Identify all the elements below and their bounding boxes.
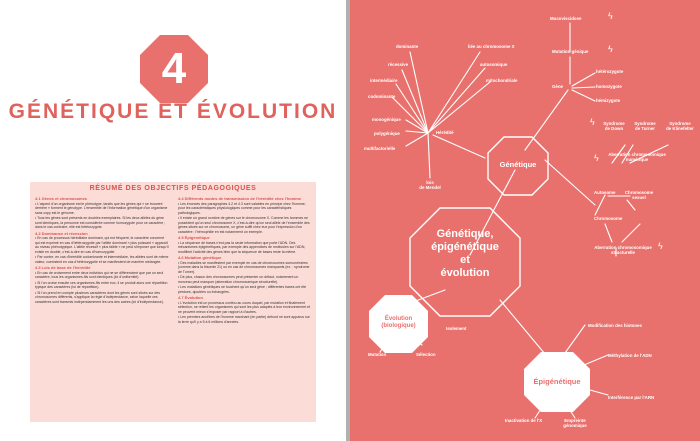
heterozygote: hétérozygote (596, 69, 624, 74)
empreinte-line: Empreinte (564, 418, 586, 423)
turner-line: Syndrome (634, 121, 656, 126)
section-heading: 4.6 Mutation génétique (178, 255, 222, 260)
evolution-line: (biologique) (381, 323, 416, 329)
summary-title: RÉSUMÉ DES OBJECTIFS PÉDAGOGIQUES (89, 185, 257, 192)
genetique-topic: Génétique (499, 160, 537, 169)
summary-paragraph: • En cas de processus héréditaire dominant, qui est fréquent, le caractère concerné qui est exprimé en cas d'hétérozygotie par l'allèle dominant « plus puissant » apparaît au niveau phénotypique. L'allèle récessif « plus faible » ne peut s'imposer que lorsqu'il existe en double, c'est-à-dire en cas d'homozygotie. (35, 236, 169, 254)
summary-paragraph: • Par contre, en cas d'hérédité codominante et intermédiaire, les allèles sont de même valeur, coexistent en cas d'hétérozygotie et se manifestent de manière mélangée. (35, 255, 169, 264)
summary-paragraph: • L'aspect d'un organisme est le phénotype, tandis que les gènes qui « se trouvent derrière » forment le génotype. L'ensemble de l'information génétique d'un organisme sans copy est le génome. (35, 201, 168, 215)
evolution-line: Évolution (384, 316, 413, 322)
autosome: Autosome (594, 190, 616, 195)
center-line: évolution (440, 267, 490, 279)
mucoviscidose: Mucoviscidose (550, 16, 582, 21)
left-page (0, 0, 346, 441)
heredite-intermediaire: intermédiaire (370, 78, 398, 83)
down-line: Syndrome (603, 121, 625, 126)
epigenetique-topic: Épigénétique (533, 377, 581, 386)
evolution-topic (369, 316, 428, 330)
summary-paragraph: • En cas de croisement entre deux individus qui ne se différencient que par un seul caractère, tous les organismes-fils sont identiques (loi d'uniformité). (35, 270, 164, 279)
summary-paragraph: • Les énoncés des paragraphes 4.2 et 4.3 sont valables en principe chez l'homme, pour les caractéristiques physiologiques comme pour les caractéristiques pathologiques. (178, 201, 306, 215)
summary-box (30, 182, 316, 422)
homozygote: homozygote (596, 84, 622, 89)
klinefelter-line: Syndrome (669, 121, 691, 126)
down-line: de Down (604, 126, 624, 131)
summary-paragraph: • Si l'on prend en compte plusieurs caractères dont les gènes sont situés sur des chromosomes différents, s'applique la règle d'indépendance, selon laquelle ces caractères sont transmis indépendamment les uns des autres (loi d'indépendance). (35, 290, 164, 304)
chapter-number: 4 (161, 44, 187, 93)
section-heading: 4.3 Lois de base de l'hérédité (35, 265, 91, 270)
syndrome-turner (630, 121, 660, 131)
heredite-recessive: récessive (388, 62, 409, 67)
mendel-line: de Mendel (419, 185, 441, 190)
section-heading: 4.4 Différents modes de transmission de l'hérédité chez l'homme (178, 196, 302, 201)
summary-paragraph: • Les premiers ancêtres de l'homme marchant (en partie) debout ne sont apparus sur la terre qu'il y a 5 à 6 millions d'années. (178, 315, 310, 324)
modification-histones: Modification des histones (588, 323, 642, 328)
lightning-bolt-icon: ϟ (608, 44, 613, 54)
isolement: Isolement (446, 326, 467, 331)
heredite-autosomique: autosomique (480, 62, 508, 67)
chromosome-sexuel (622, 190, 656, 200)
heredite-codominante: codominante (368, 94, 396, 99)
chromosome-sexuel-line: Chromosome (624, 190, 654, 195)
section-heading: 4.2 Dominance et récession (35, 230, 88, 236)
summary-paragraph: • Tous les gènes sont présents en doubles exemplaires. Si les deux allèles du gène sont identiques, la personne est considérée comme homozygote pour ce caractère ; dans le cas contraire, elle est hétérozygote. (35, 216, 166, 229)
lightning-bolt-icon: ϟ (590, 117, 595, 127)
summary-paragraph: • Si l'on croise ensuite ces organismes-fils entre eux, il se produit alors une répartition typique des caractères (loi de répartition). (35, 280, 168, 289)
lois-de-mendel (412, 180, 448, 190)
turner-line: de Turner (635, 126, 655, 131)
summary-column-right (178, 195, 312, 325)
hemizygote: hémizygote (596, 98, 621, 103)
aberration-numerique (604, 152, 670, 162)
summary-paragraph: • La séquence de bases n'est pas la seule information que porte l'ADN. Des mécanismes épigénétiques, par exemple des appendices de molécules sur l'ADN, modifient l'activité des gènes bien que la séquence de bases reste la même. (178, 240, 306, 254)
center-topic (412, 228, 518, 280)
lightning-bolt-icon: ϟ (594, 153, 599, 163)
heredite-multifactorielle: multifactorielle (364, 146, 396, 151)
lightning-bolt-icon: ϟ (608, 11, 613, 21)
lightning-bolt-icon: ϟ (658, 241, 663, 251)
heredite-polygenique: polygénique (374, 131, 400, 136)
center-line: Génétique, (436, 228, 494, 240)
heredite-monogenique: monogénique (372, 117, 401, 122)
heredite-label: Hérédité (436, 130, 454, 135)
aberration-numerique-line: Aberration chromosomique (608, 152, 666, 157)
interference-arn: Interférence par l'ARN (608, 395, 655, 400)
section-heading: 4.1 Gènes et chromosomes (35, 196, 88, 201)
aberration-structurelle-line: structurelle (611, 250, 635, 255)
inactivation-x: Inactivation de l'X (505, 418, 543, 423)
empreinte-genomique (555, 418, 595, 428)
mendel-line: lois (426, 180, 434, 185)
aberration-structurelle-line: Aberration chromosomique (594, 245, 652, 250)
chromosome: Chromosome (594, 216, 623, 221)
mind-map-page (350, 0, 700, 441)
section-heading: 4.7 Évolution (178, 295, 203, 300)
heredite-mitochondriale: mitochondriale (486, 78, 518, 83)
methylation-adn: Méthylation de l'ADN (608, 353, 652, 358)
heredite-lie-x: liée au chromosome X (468, 44, 515, 49)
chapter-title: GÉNÉTIQUE ET ÉVOLUTION (8, 100, 338, 123)
summary-column-left (35, 195, 169, 305)
aberration-structurelle (590, 245, 656, 255)
aberration-numerique-line: numérique (625, 157, 649, 162)
summary-paragraph: • Les mutations génétiques ne touchent qu'un seul gène ; différentes bases ont été perdues, ajoutées ou échangées. (178, 285, 307, 294)
chromosome-sexuel-line: sexuel (632, 195, 646, 200)
mutation: Mutation (368, 352, 387, 357)
summary-paragraph: • Des maladies se manifestent par exemple en cas de chromosomes surnuméraires (comme dans la trisomie 21) ou en cas de chromosomes manquants (ex. : syndrome de Turner). (178, 260, 310, 274)
syndrome-down (600, 121, 628, 131)
center-line: et (460, 254, 470, 266)
mutation-genique: Mutation génique (552, 49, 589, 54)
syndrome-klinefelter (662, 121, 698, 131)
empreinte-line: génomique (563, 423, 587, 428)
section-heading: 4.5 Épigénétique (178, 235, 210, 240)
heredite-dominante: dominante (396, 44, 419, 49)
summary-paragraph: • L'évolution est un processus continu au cours duquel, par mutation et finalement sélection, ne retient les organismes qui sont les plus adaptés à leur environnement et ne peuvent mieux s'imposer par rapport à d'autres. (178, 300, 311, 314)
selection: Sélection (416, 352, 436, 357)
summary-paragraph: • Il existe un grand nombre de gènes sur le chromosome X. Comme les hommes ne possèdent qu'un seul chromosome X, c'est-à-dire qu'un seul allèle de l'ensemble des gènes situés sur ce chromosome, un gène suffit chez eux pour l'expression d'un caractère ; l'hémophilie en est notamment un exemple. (178, 216, 310, 234)
gene-label: Gène (552, 84, 563, 89)
center-line: épigénétique (431, 241, 499, 253)
klinefelter-line: de Klinefelter (666, 126, 694, 131)
summary-paragraph: • De plus, chacun des chromosomes peut présenter un défaut, notamment un morceau peut manquer (aberration chromosomique structurelle). (178, 275, 299, 284)
